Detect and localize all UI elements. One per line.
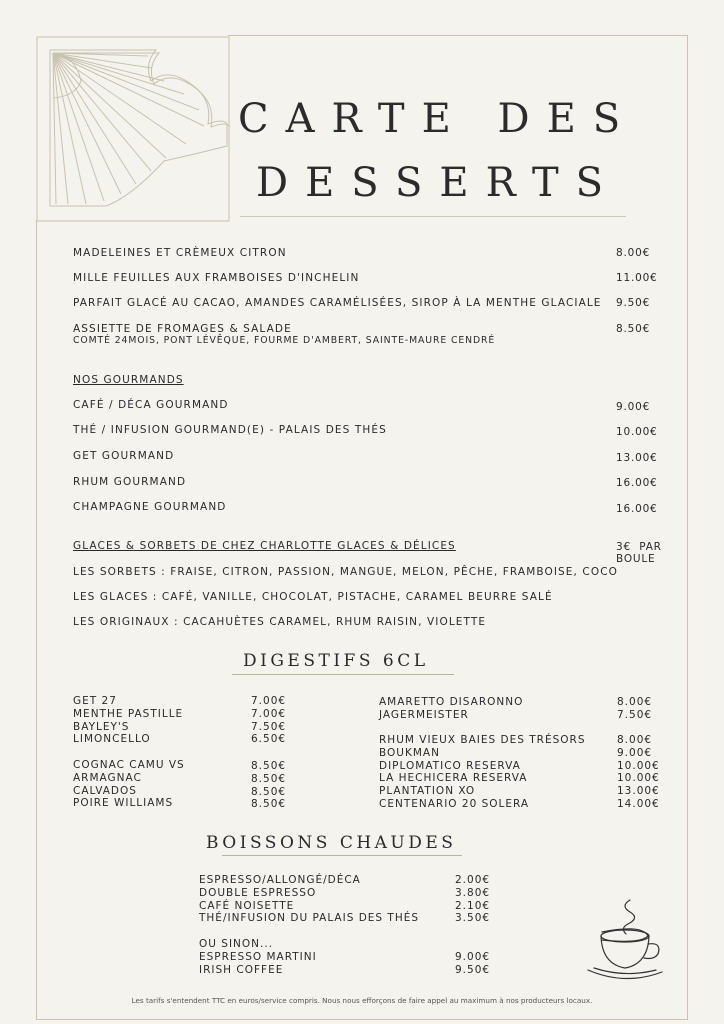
digestif-price: 8.50€ xyxy=(251,760,287,772)
dessert-price: 8.00€ xyxy=(616,247,651,259)
gourmand-price: 16.00€ xyxy=(616,477,658,489)
frame-right xyxy=(687,35,688,1020)
digestif-name: DIPLOMATICO RESERVA xyxy=(379,759,521,772)
gourmand-name: THÉ / INFUSION GOURMAND(E) - PALAIS DES THÉS xyxy=(73,424,387,436)
digestif-name: ARMAGNAC xyxy=(73,771,142,784)
digestif-name: COGNAC CAMU VS xyxy=(73,759,185,771)
digestif-name: PLANTATION XO xyxy=(379,785,476,798)
extras-prices xyxy=(455,951,490,977)
digestif-price: 8.00€ xyxy=(617,696,653,708)
art-deco-fan-icon xyxy=(36,36,230,222)
title-underline xyxy=(240,216,626,217)
digestif-price: 7.00€ xyxy=(251,707,287,720)
digestif-name: GET 27 xyxy=(73,695,117,707)
dessert-price: 11.00€ xyxy=(616,272,658,284)
digestifs-right-b-prices xyxy=(617,734,660,811)
digestif-price: 8.00€ xyxy=(617,734,653,746)
glaces-item: LES ORIGINAUX : CACAHUÈTES CARAMEL, RHUM RAISIN, VIOLETTE xyxy=(73,616,487,628)
boissons-names xyxy=(199,874,419,925)
gourmand-price: 16.00€ xyxy=(616,503,658,515)
frame-bottom xyxy=(36,1019,688,1020)
digestif-name: BOUKMAN xyxy=(379,746,440,759)
digestif-name: BAYLEY'S xyxy=(73,720,130,733)
digestif-price: 6.50€ xyxy=(251,733,287,746)
section-title-gourmands: NOS GOURMANDS xyxy=(73,374,184,386)
dessert-name: PARFAIT GLACÉ AU CACAO, AMANDES CARAMÉLISÉES, SIROP À LA MENTHE GLACIALE xyxy=(73,297,602,309)
boisson-name: DOUBLE ESPRESSO xyxy=(199,886,317,899)
ou-sinon-label: OU SINON... xyxy=(199,938,274,950)
frame-top xyxy=(228,35,688,36)
digestif-price: 13.00€ xyxy=(617,785,660,798)
digestif-price: 8.50€ xyxy=(251,785,287,798)
gourmand-name: GET GOURMAND xyxy=(73,450,175,462)
boisson-name: IRISH COFFEE xyxy=(199,963,284,976)
dessert-detail: COMTÉ 24MOIS, PONT LÉVÊQUE, FOURME D'AMBERT, SAINTE-MAURE CENDRÉ xyxy=(73,335,496,346)
digestifs-left-b-names xyxy=(73,759,185,810)
digestifs-left-a-prices xyxy=(251,695,286,746)
boissons-underline xyxy=(222,855,462,856)
digestif-name: POIRE WILLIAMS xyxy=(73,797,174,810)
glaces-item: LES GLACES : CAFÉ, VANILLE, CHOCOLAT, PISTACHE, CARAMEL BEURRE SALÉ xyxy=(73,591,553,603)
boisson-price: 2.00€ xyxy=(455,874,491,886)
digestif-price: 7.50€ xyxy=(617,708,653,721)
digestifs-underline xyxy=(232,674,454,675)
footer-note: Les tarifs s'entendent TTC en euros/service compris. Nous nous efforçons de faire appel au maximum à nos producteurs locaux. xyxy=(131,996,593,1005)
gourmand-price: 9.00€ xyxy=(616,401,651,413)
boisson-price: 2.10€ xyxy=(455,899,491,912)
digestif-name: AMARETTO DISARONNO xyxy=(379,696,524,708)
digestifs-right-a-prices xyxy=(617,696,652,722)
digestif-name: JAGERMEISTER xyxy=(379,708,469,721)
boisson-price: 9.00€ xyxy=(455,951,491,963)
boisson-price: 9.50€ xyxy=(455,963,491,976)
digestif-price: 8.50€ xyxy=(251,798,287,811)
boisson-price: 3.80€ xyxy=(455,886,491,899)
boissons-prices xyxy=(455,874,490,925)
section-title-glaces: GLACES & SORBETS DE CHEZ CHARLOTTE GLACES & DÉLICES xyxy=(73,540,456,552)
gourmand-price: 10.00€ xyxy=(616,426,658,438)
digestif-name: MENTHE PASTILLE xyxy=(73,707,184,720)
glaces-item: LES SORBETS : FRAISE, CITRON, PASSION, MANGUE, MELON, PÊCHE, FRAMBOISE, COCO xyxy=(73,566,618,578)
digestif-price: 10.00€ xyxy=(617,759,660,772)
digestifs-right-a-names xyxy=(379,696,523,722)
title-line-2: DESSERTS xyxy=(256,160,621,206)
ou-sinon xyxy=(199,938,317,976)
boisson-name: ESPRESSO MARTINI xyxy=(199,950,317,963)
digestif-name: CALVADOS xyxy=(73,784,137,797)
boisson-name: ESPRESSO/ALLONGÉ/DÉCA xyxy=(199,874,361,886)
dessert-price: 9.50€ xyxy=(616,297,651,309)
title-line-1: CARTE DES xyxy=(238,96,638,142)
digestif-price: 7.00€ xyxy=(251,695,287,707)
section-title-boissons: BOISSONS CHAUDES xyxy=(206,833,457,853)
glaces-price-line2: BOULE xyxy=(616,553,656,565)
digestif-name: RHUM VIEUX BAIES DES TRÉSORS xyxy=(379,734,586,746)
digestif-price: 8.50€ xyxy=(251,772,287,785)
digestifs-right-b-names xyxy=(379,734,585,811)
dessert-name: ASSIETTE DE FROMAGES & SALADE xyxy=(73,323,292,335)
digestif-price: 10.00€ xyxy=(617,772,660,785)
section-title-digestifs: DIGESTIFS 6CL xyxy=(243,651,429,671)
frame-left xyxy=(36,220,37,1020)
boisson-name: THÉ/INFUSION DU PALAIS DES THÉS xyxy=(199,912,420,925)
dessert-price: 8.50€ xyxy=(616,323,651,335)
digestif-price: 14.00€ xyxy=(617,797,660,810)
gourmand-name: CAFÉ / DÉCA GOURMAND xyxy=(73,399,229,411)
boisson-name: CAFÉ NOISETTE xyxy=(199,899,295,912)
gourmand-name: RHUM GOURMAND xyxy=(73,476,187,488)
gourmand-name: CHAMPAGNE GOURMAND xyxy=(73,501,227,513)
digestifs-left-a-names xyxy=(73,695,183,746)
coffee-cup-icon xyxy=(580,894,666,986)
glaces-price-line1: 3€ PAR xyxy=(616,541,662,553)
digestif-price: 7.50€ xyxy=(251,720,287,733)
dessert-name: MILLE FEUILLES AUX FRAMBOISES D'INCHELIN xyxy=(73,272,360,284)
digestifs-left-b-prices xyxy=(251,760,286,811)
dessert-name: MADELEINES ET CRÈMEUX CITRON xyxy=(73,247,287,259)
boisson-price: 3.50€ xyxy=(455,912,491,925)
digestif-name: LA HECHICERA RESERVA xyxy=(379,772,528,785)
gourmand-price: 13.00€ xyxy=(616,452,658,464)
digestif-price: 9.00€ xyxy=(617,746,653,759)
digestif-name: CENTENARIO 20 SOLERA xyxy=(379,797,530,810)
digestif-name: LIMONCELLO xyxy=(73,733,151,746)
